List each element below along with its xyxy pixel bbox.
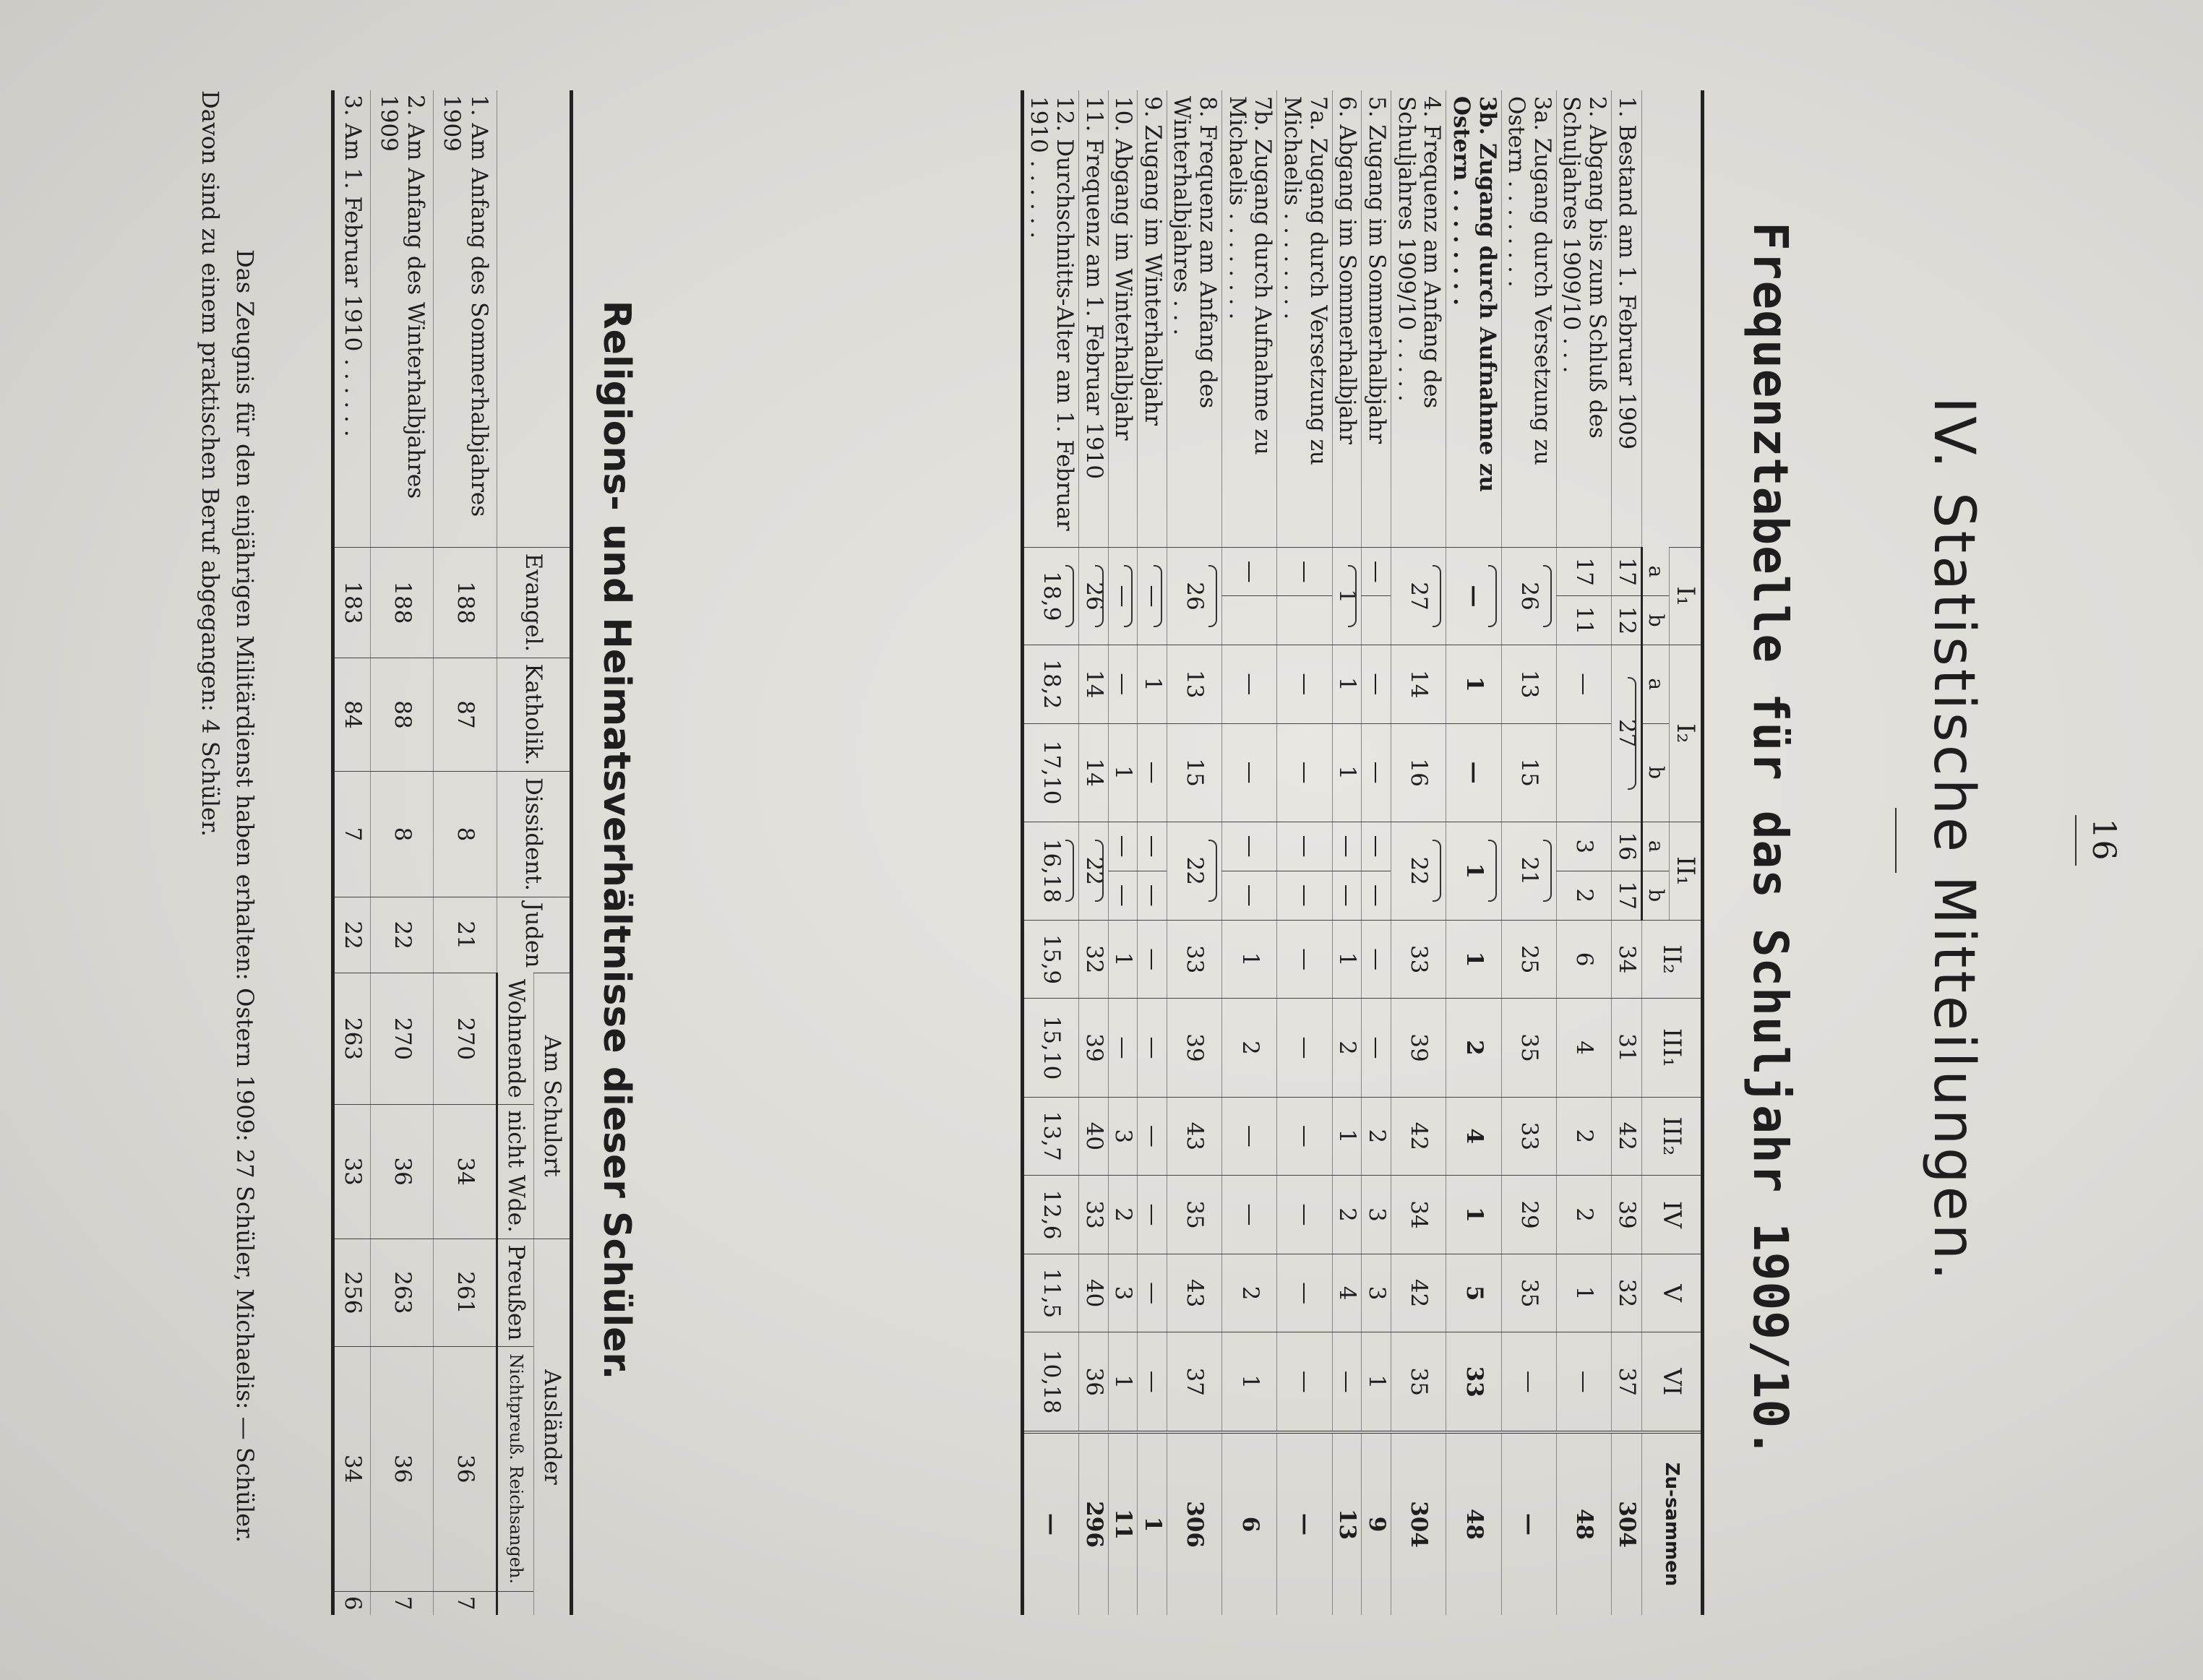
table-row: [370, 90, 433, 1615]
cell: 35: [1501, 1254, 1556, 1332]
cell: 25: [1501, 920, 1556, 999]
row-label: 7a. Zugang durch Versetzung zu Michaelis . . . . . . . .: [1277, 90, 1332, 548]
cell: 11: [1108, 1432, 1138, 1615]
col-katholik: Katholik.: [497, 658, 571, 771]
cell: 1: [1556, 1254, 1611, 1332]
cell: —: [1446, 723, 1501, 822]
cell: —: [1277, 645, 1332, 723]
cell: 1: [1222, 1332, 1277, 1432]
cell: 17: [1556, 548, 1611, 596]
cell: 33: [332, 1104, 370, 1239]
col-group-I1: I₁: [1669, 548, 1702, 645]
cell: 15,9: [1022, 920, 1078, 999]
cell: —: [1277, 1332, 1332, 1432]
cell: 14: [1391, 645, 1446, 723]
cell: 13: [1332, 1432, 1362, 1615]
cell: 31: [1612, 999, 1642, 1097]
col-II2: II₂: [1641, 920, 1702, 999]
col-VI: VI: [1641, 1332, 1702, 1432]
cell: 304: [1391, 1432, 1446, 1615]
cell: 4: [1332, 1254, 1362, 1332]
table-row: [1446, 90, 1501, 1615]
cell: 1: [1446, 822, 1501, 920]
sub-II1-b: b: [1641, 871, 1669, 920]
cell: 12: [1612, 596, 1642, 645]
cell: —: [1362, 548, 1391, 596]
cell: —: [1277, 1432, 1332, 1615]
table-row: [1501, 90, 1556, 1615]
label-header: [1641, 90, 1702, 548]
cell: 37: [1612, 1332, 1642, 1432]
cell: 263: [332, 973, 370, 1104]
cell: 304: [1612, 1432, 1642, 1615]
cell: 22: [1391, 822, 1446, 920]
cell: 3: [1108, 1097, 1138, 1176]
col-zusammen: Zu-sammen: [1641, 1432, 1702, 1615]
cell: 2: [1556, 1097, 1611, 1176]
cell: 48: [1446, 1432, 1501, 1615]
cell: 34: [332, 1346, 370, 1591]
cell: 48: [1556, 1432, 1611, 1615]
cell: —: [1332, 1332, 1362, 1432]
col-dissident: Dissident.: [497, 772, 571, 897]
cell: 1: [1362, 1332, 1391, 1432]
cell: 26: [1167, 548, 1221, 645]
cell: 183: [332, 548, 370, 658]
cell: 2: [1556, 871, 1611, 920]
cell: 34: [1391, 1176, 1446, 1254]
cell: 1: [1108, 920, 1138, 999]
cell: 26: [1078, 548, 1108, 645]
col-preussen: Preußen: [497, 1239, 533, 1346]
sub-I1-b: b: [1641, 596, 1669, 645]
cell: 256: [332, 1239, 370, 1346]
col-group-auslaender: Ausländer: [533, 1239, 571, 1615]
cell: 33: [1167, 920, 1221, 999]
page-number: 16: [2075, 0, 2122, 1680]
cell: 188: [434, 548, 497, 658]
cell: 16: [1391, 723, 1446, 822]
religion-table: [331, 90, 573, 1615]
cell: 5: [1446, 1254, 1501, 1332]
cell: 22: [1078, 822, 1108, 920]
cell: 4: [1556, 999, 1611, 1097]
cell: 17,10: [1022, 723, 1078, 822]
religion-table-title: Religions- und Heimatsverhältnisse dieser Schüler.: [595, 300, 638, 1380]
cell: 270: [434, 973, 497, 1104]
cell: 3: [1556, 822, 1611, 871]
cell: —: [1138, 999, 1167, 1097]
cell: 1: [1332, 548, 1362, 645]
cell: 32: [1612, 1254, 1642, 1332]
cell: 2: [1222, 1254, 1277, 1332]
table-row: [1138, 90, 1167, 1615]
cell: 2: [1222, 999, 1277, 1097]
sub-II1-a: a: [1641, 822, 1669, 871]
cell: —: [1108, 645, 1138, 723]
cell: —: [1362, 920, 1391, 999]
cell: —: [1277, 548, 1332, 596]
cell: 1: [1138, 645, 1167, 723]
cell: 1: [1222, 920, 1277, 999]
cell: 13,7: [1022, 1097, 1078, 1176]
cell: 13: [1167, 645, 1221, 723]
cell: —: [1138, 1254, 1167, 1332]
cell: —: [1108, 822, 1138, 871]
cell: [1556, 723, 1611, 822]
cell: —: [1108, 871, 1138, 920]
cell: 21: [434, 897, 497, 973]
cell: 8: [434, 772, 497, 897]
cell: 2: [1362, 1097, 1391, 1176]
cell: 35: [1501, 999, 1556, 1097]
cell: 6: [1556, 920, 1611, 999]
cell: 36: [434, 1346, 497, 1591]
frequency-header-row: [1669, 90, 1702, 1615]
cell: —: [1362, 723, 1391, 822]
footnote: [193, 90, 262, 1637]
cell: —: [1138, 723, 1167, 822]
cell: —: [1222, 822, 1277, 871]
cell: 3: [1362, 1254, 1391, 1332]
cell: 16: [1612, 822, 1642, 871]
cell: —: [1022, 1432, 1078, 1615]
cell: —: [1362, 822, 1391, 871]
cell: 36: [1078, 1332, 1108, 1432]
cell: —: [1138, 822, 1167, 871]
cell: —: [1362, 871, 1391, 920]
col-V: V: [1641, 1254, 1702, 1332]
cell: 6: [1222, 1432, 1277, 1615]
cell: —: [1138, 920, 1167, 999]
cell: 42: [1612, 1097, 1642, 1176]
cell: [1277, 596, 1332, 645]
cell: 84: [332, 658, 370, 771]
cell: 18,2: [1022, 645, 1078, 723]
col-IV: IV: [1641, 1176, 1702, 1254]
table-row: [1277, 90, 1332, 1615]
cell: 36: [370, 1346, 433, 1591]
cell: 3: [1362, 1176, 1391, 1254]
table-row: [1332, 90, 1362, 1615]
cell: —: [1222, 1176, 1277, 1254]
cell: —: [1138, 548, 1167, 645]
frequency-table-title: Frequenztabelle für das Schuljahr 1909/10.: [1743, 222, 1798, 1458]
cell: 1: [1446, 645, 1501, 723]
sub-I2-b: b: [1641, 723, 1669, 822]
row-label: 3b. Zugang durch Aufnahme zu Ostern . . . . . . . .: [1446, 90, 1501, 548]
cell: —: [1222, 871, 1277, 920]
cell: 14: [1078, 723, 1108, 822]
cell: 1: [1332, 1097, 1362, 1176]
cell: —: [1332, 871, 1362, 920]
cell: 43: [1167, 1254, 1221, 1332]
cell: 3: [1108, 1254, 1138, 1332]
col-III2: III₂: [1641, 1097, 1702, 1176]
cell: —: [1556, 1332, 1611, 1432]
table-row: [1167, 90, 1221, 1615]
row-label: 1. Am Anfang des Sommerhalbjahres 1909: [434, 90, 497, 548]
cell: 4: [1446, 1097, 1501, 1176]
cell: 270: [370, 973, 433, 1104]
row-label: 8. Frequenz am Anfang des Winterhalbjahres . . .: [1167, 90, 1221, 548]
cell: 39: [1391, 999, 1446, 1097]
row-label: 7b. Zugang durch Aufnahme zu Michaelis . . . . . . . .: [1222, 90, 1277, 548]
table-row: [332, 90, 370, 1615]
cell: 306: [1167, 1432, 1221, 1615]
cell: —: [1222, 1097, 1277, 1176]
cell: 22: [1167, 822, 1221, 920]
cell: 1: [1138, 1432, 1167, 1615]
table-row: [1362, 90, 1391, 1615]
cell: —: [1277, 723, 1332, 822]
cell: 42: [1391, 1254, 1446, 1332]
cell: 1: [1446, 920, 1501, 999]
table-row: [1391, 90, 1446, 1615]
cell: 9: [1362, 1432, 1391, 1615]
cell: —: [1138, 1332, 1167, 1432]
cell: 1: [1332, 920, 1362, 999]
cell: [1362, 596, 1391, 645]
col-evangel: Evangel.: [497, 548, 571, 658]
table-row: [434, 90, 497, 1615]
cell: 15: [1167, 723, 1221, 822]
cell: 36: [370, 1104, 433, 1239]
table-row: [1022, 90, 1078, 1615]
cell: 17: [1612, 871, 1642, 920]
table-row: [1612, 90, 1642, 1615]
cell: 42: [1391, 1097, 1446, 1176]
cell: —: [1138, 1176, 1167, 1254]
cell: 16,18: [1022, 822, 1078, 920]
cell: —: [1501, 1432, 1556, 1615]
cell: —: [1277, 920, 1332, 999]
cell: 2: [1556, 1176, 1611, 1254]
cell: 14: [1078, 645, 1108, 723]
cell: 261: [434, 1239, 497, 1346]
cell: —: [1277, 1254, 1332, 1332]
row-label: 3a. Zugang durch Versetzung zu Ostern . . . . . . . .: [1501, 90, 1556, 548]
cell: 11: [1556, 596, 1611, 645]
cell: —: [1501, 1332, 1556, 1432]
row-label: 2. Abgang bis zum Schluß des Schuljahres 1909/10 . . .: [1556, 90, 1611, 548]
col-group-am-schulort: Am Schulort: [533, 973, 571, 1239]
col-group-II1: II₁: [1669, 822, 1702, 920]
cell: 2: [1446, 999, 1501, 1097]
cell: 7: [370, 1591, 433, 1615]
cell: —: [1277, 822, 1332, 871]
cell: 34: [434, 1104, 497, 1239]
row-label: 3. Am 1. Februar 1910 . . . . . .: [332, 90, 370, 548]
cell: 7: [332, 772, 370, 897]
cell: 39: [1078, 999, 1108, 1097]
frequency-table: [1021, 90, 1704, 1615]
col-III1: III₁: [1641, 999, 1702, 1097]
cell: 1: [1108, 1332, 1138, 1432]
cell: 188: [370, 548, 433, 658]
cell: —: [1556, 645, 1611, 723]
row-label: 12. Durchschnitts-Alter am 1. Februar 1910 . . . . . .: [1022, 90, 1078, 548]
section-title: IV. Statistische Mitteilungen.: [1895, 0, 1986, 1680]
cell: 40: [1078, 1254, 1108, 1332]
cell: 263: [370, 1239, 433, 1346]
cell: 1: [1446, 1176, 1501, 1254]
row-label: 2. Am Anfang des Winterhalbjahres 1909: [370, 90, 433, 548]
col-nichtpreuss: Nichtpreuß. Reichsangeh.: [497, 1346, 533, 1591]
sub-I2-a: a: [1641, 645, 1669, 723]
cell: 7: [434, 1591, 497, 1615]
table-row: [1078, 90, 1108, 1615]
cell: 35: [1167, 1176, 1221, 1254]
cell: 26: [1501, 548, 1556, 645]
cell: —: [1138, 1097, 1167, 1176]
cell: 6: [332, 1591, 370, 1615]
label-header: [497, 90, 571, 548]
table-row: [1108, 90, 1138, 1615]
cell: 15: [1501, 723, 1556, 822]
cell: 33: [1391, 920, 1446, 999]
cell: 13: [1501, 645, 1556, 723]
cell: —: [1277, 1176, 1332, 1254]
cell: 296: [1078, 1432, 1108, 1615]
cell: —: [1108, 548, 1138, 645]
cell: 88: [370, 658, 433, 771]
cell: 37: [1167, 1332, 1221, 1432]
table-row: [1222, 90, 1277, 1615]
cell: —: [1277, 1097, 1332, 1176]
table-row: [1556, 90, 1611, 1615]
cell: 40: [1078, 1097, 1108, 1176]
row-label: 10. Abgang im Winterhalbjahr: [1108, 90, 1138, 548]
cell: —: [1446, 548, 1501, 645]
row-label: 11. Frequenz am 1. Februar 1910: [1078, 90, 1108, 548]
cell: —: [1332, 822, 1362, 871]
cell: —: [1138, 871, 1167, 920]
cell: 39: [1167, 999, 1221, 1097]
cell: 1: [1108, 723, 1138, 822]
row-label: 1. Bestand am 1. Februar 1909: [1612, 90, 1642, 548]
row-label: 5. Zugang im Sommerhalbjahr: [1362, 90, 1391, 548]
col-wohnende: Wohnende: [497, 973, 533, 1104]
cell: 12,6: [1022, 1176, 1078, 1254]
cell: 43: [1167, 1097, 1221, 1176]
cell: —: [1222, 548, 1277, 596]
cell: 2: [1332, 1176, 1362, 1254]
col-juden: Juden: [497, 897, 571, 973]
cell: 15,10: [1022, 999, 1078, 1097]
cell: 34: [1612, 920, 1642, 999]
cell: —: [1108, 999, 1138, 1097]
footnote-line-2: Davon sind zu einem praktischen Beruf abgegangen: 4 Schüler.: [197, 90, 224, 837]
cell: 39: [1612, 1176, 1642, 1254]
cell: —: [1222, 723, 1277, 822]
cell: —: [1362, 645, 1391, 723]
cell: 1: [1332, 723, 1362, 822]
cell: [1222, 596, 1277, 645]
cell: 8: [370, 772, 433, 897]
frequency-body: [1022, 90, 1641, 1615]
cell: 21: [1501, 822, 1556, 920]
cell: 22: [332, 897, 370, 973]
row-label: 9. Zugang im Winterhalbjahr: [1138, 90, 1167, 548]
cell: 32: [1078, 920, 1108, 999]
cell: 33: [1501, 1097, 1556, 1176]
cell: 87: [434, 658, 497, 771]
cell: —: [1277, 999, 1332, 1097]
religion-header-row: [533, 90, 571, 1615]
row-label: 6. Abgang im Sommerhalbjahr: [1332, 90, 1362, 548]
col-auslaender-count: [497, 1591, 533, 1615]
cell: 33: [1078, 1176, 1108, 1254]
footnote-line-1: Das Zeugnis für den einjährigen Militärdienst haben erhalten: Ostern 1909: 27 Schüler, Michaelis: — Schüler.: [231, 249, 259, 1543]
cell: 22: [370, 897, 433, 973]
cell: 11,5: [1022, 1254, 1078, 1332]
row-label: 4. Frequenz am Anfang des Schuljahres 1909/10 . . . . .: [1391, 90, 1446, 548]
cell: 27: [1391, 548, 1446, 645]
cell: 27: [1612, 645, 1642, 822]
cell: —: [1362, 999, 1391, 1097]
cell: 29: [1501, 1176, 1556, 1254]
sub-I1-a: a: [1641, 548, 1669, 596]
cell: 18,9: [1022, 548, 1078, 645]
col-group-I2: I₂: [1669, 645, 1702, 822]
col-nicht-wohnende: nicht Wde.: [497, 1104, 533, 1239]
cell: 17: [1612, 548, 1642, 596]
cell: 2: [1108, 1176, 1138, 1254]
cell: 33: [1446, 1332, 1501, 1432]
cell: —: [1222, 645, 1277, 723]
cell: 1: [1332, 645, 1362, 723]
cell: 2: [1332, 999, 1362, 1097]
cell: 10,18: [1022, 1332, 1078, 1432]
cell: 35: [1391, 1332, 1446, 1432]
cell: —: [1277, 871, 1332, 920]
